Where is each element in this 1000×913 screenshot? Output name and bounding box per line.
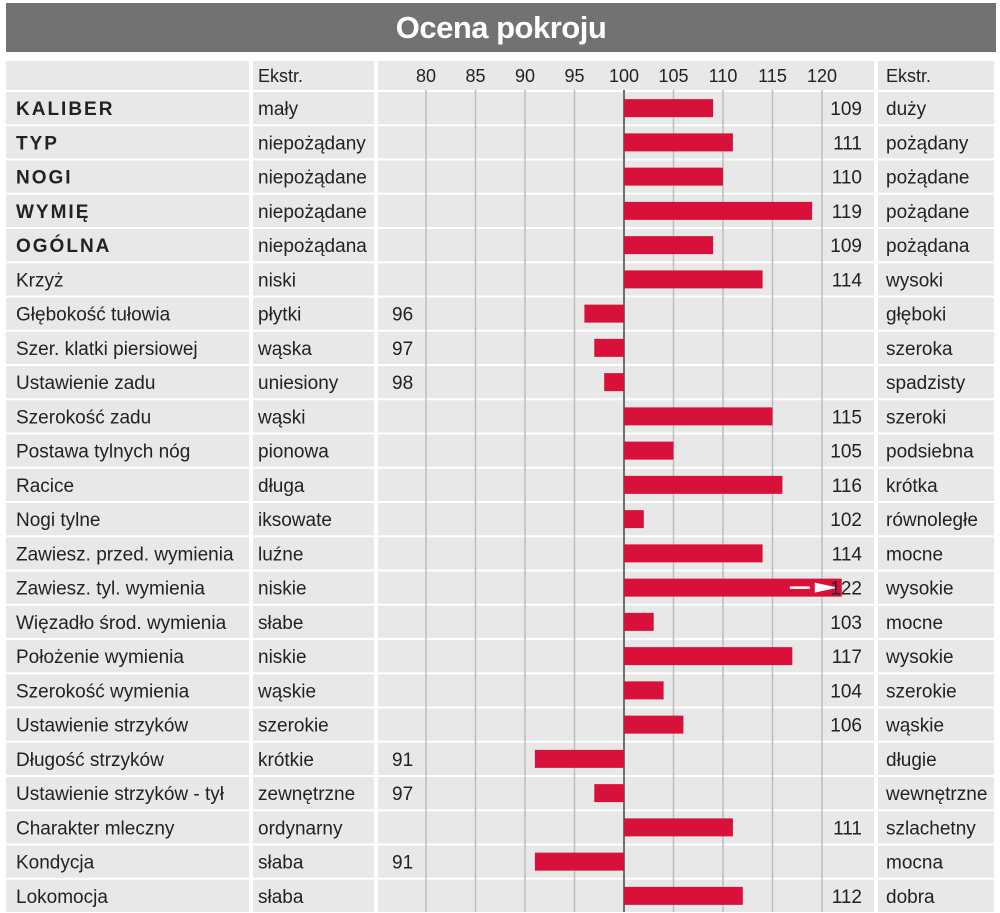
high-extreme-label: pożądane xyxy=(886,201,970,223)
trait-label: OGÓLNA xyxy=(16,236,112,258)
bar xyxy=(535,853,624,871)
trait-label: Zawiesz. tyl. wymienia xyxy=(16,578,205,600)
low-extreme-label: uniesiony xyxy=(258,373,339,395)
header-cell xyxy=(6,61,249,90)
low-extreme-label: pionowa xyxy=(258,441,329,463)
trait-label: Szer. klatki piersiowej xyxy=(16,338,198,360)
trait-label: Krzyż xyxy=(16,270,64,292)
row-cell xyxy=(378,743,874,775)
high-extreme-label: krótka xyxy=(886,475,938,497)
low-extreme-label: ordynarny xyxy=(258,818,343,840)
high-extreme-label: mocna xyxy=(886,852,944,874)
low-extreme-label: wąskie xyxy=(258,681,317,703)
value-label: 110 xyxy=(831,167,862,189)
low-extreme-label: niski xyxy=(258,270,297,292)
value-label: 119 xyxy=(831,201,862,223)
trait-label: Ustawienie strzyków xyxy=(16,715,189,737)
value-label: 96 xyxy=(392,304,414,326)
bar xyxy=(624,236,713,254)
header-left-extreme: Ekstr. xyxy=(258,66,304,86)
low-extreme-label: zewnętrzne xyxy=(258,784,356,806)
trait-label: Szerokość wymienia xyxy=(16,681,190,703)
high-extreme-label: pożądany xyxy=(886,133,969,155)
bar xyxy=(624,202,812,220)
value-label: 91 xyxy=(392,852,414,874)
high-extreme-label: wysoki xyxy=(886,270,944,292)
value-label: 109 xyxy=(830,236,862,258)
value-label: 112 xyxy=(831,886,862,908)
high-extreme-label: pożądane xyxy=(886,167,970,189)
high-extreme-label: dobra xyxy=(886,886,935,908)
bar xyxy=(624,510,644,528)
row-cell xyxy=(378,366,874,398)
low-extreme-label: niepożądane xyxy=(258,167,367,189)
value-label: 111 xyxy=(833,133,862,155)
trait-label: WYMIĘ xyxy=(16,201,91,223)
low-extreme-label: niepożądana xyxy=(258,236,367,258)
bar xyxy=(624,99,713,117)
low-extreme-label: wąski xyxy=(258,407,306,429)
high-extreme-label: mocne xyxy=(886,544,944,566)
trait-label: KALIBER xyxy=(16,99,115,121)
high-extreme-label: długie xyxy=(886,749,937,771)
value-label: 106 xyxy=(830,715,862,737)
trait-label: Lokomocja xyxy=(16,886,108,908)
bar xyxy=(624,442,674,460)
tick-label: 90 xyxy=(514,66,536,86)
value-label: 122 xyxy=(830,578,862,600)
bar xyxy=(624,613,654,631)
high-extreme-label: szeroka xyxy=(886,338,953,360)
low-extreme-label: niskie xyxy=(258,647,307,669)
low-extreme-label: słaba xyxy=(258,886,304,908)
bar xyxy=(624,647,792,665)
trait-label: NOGI xyxy=(16,167,73,189)
high-extreme-label: szerokie xyxy=(886,681,957,703)
high-extreme-label: wąskie xyxy=(886,715,945,737)
value-label: 103 xyxy=(830,612,862,634)
high-extreme-label: mocne xyxy=(886,612,944,634)
trait-label: Głębokość tułowia xyxy=(16,304,171,326)
bar xyxy=(624,168,723,186)
tick-label: 85 xyxy=(465,66,486,86)
value-label: 97 xyxy=(392,784,414,806)
low-extreme-label: szerokie xyxy=(258,715,329,737)
trait-label: Więzadło środ. wymienia xyxy=(16,612,227,634)
high-extreme-label: wysokie xyxy=(886,647,954,669)
high-extreme-label: głęboki xyxy=(886,304,947,326)
high-extreme-label: pożądana xyxy=(886,236,970,258)
low-extreme-label: krótkie xyxy=(258,749,314,771)
tick-label: 100 xyxy=(608,66,640,86)
value-label: 114 xyxy=(831,270,862,292)
value-label: 115 xyxy=(831,407,862,429)
value-label: 117 xyxy=(831,647,862,669)
bar xyxy=(624,716,683,734)
trait-label: Charakter mleczny xyxy=(16,818,175,840)
low-extreme-label: mały xyxy=(258,99,299,121)
value-label: 98 xyxy=(392,373,414,395)
low-extreme-label: iksowate xyxy=(258,510,332,532)
value-label: 97 xyxy=(392,338,414,360)
low-extreme-label: niepożądane xyxy=(258,201,367,223)
low-extreme-label: wąska xyxy=(258,338,312,360)
tick-label: 105 xyxy=(658,66,689,86)
bar xyxy=(624,818,733,836)
value-label: 114 xyxy=(831,544,862,566)
bar xyxy=(624,270,763,288)
trait-label: Nogi tylne xyxy=(16,510,101,532)
header-right-extreme: Ekstr. xyxy=(886,66,932,86)
bar xyxy=(624,476,782,494)
tick-label: 95 xyxy=(564,66,585,86)
trait-label: Długość strzyków xyxy=(16,749,164,771)
high-extreme-label: wysokie xyxy=(886,578,954,600)
low-extreme-label: luźne xyxy=(258,544,304,566)
row-cell xyxy=(378,298,874,330)
high-extreme-label: podsiebna xyxy=(886,441,974,463)
trait-label: Ustawienie zadu xyxy=(16,373,156,395)
low-extreme-label: długa xyxy=(258,475,305,497)
bar xyxy=(535,750,624,768)
low-extreme-label: niskie xyxy=(258,578,307,600)
trait-label: Postawa tylnych nóg xyxy=(16,441,191,463)
high-extreme-label: wewnętrzne xyxy=(886,784,988,806)
value-label: 111 xyxy=(833,818,862,840)
trait-label: TYP xyxy=(16,133,59,155)
tick-label: 120 xyxy=(806,66,838,86)
value-label: 102 xyxy=(830,510,862,532)
low-extreme-label: słaba xyxy=(258,852,304,874)
low-extreme-label: niepożądany xyxy=(258,133,366,155)
tick-label: 80 xyxy=(415,66,437,86)
row-cell xyxy=(378,777,874,809)
value-label: 91 xyxy=(392,749,414,771)
tick-label: 115 xyxy=(758,66,787,86)
bar xyxy=(624,544,763,562)
trait-label: Racice xyxy=(16,475,75,497)
value-label: 105 xyxy=(830,441,862,463)
trait-label: Położenie wymienia xyxy=(16,647,184,669)
chart-title: Ocena pokroju xyxy=(6,3,996,52)
value-label: 116 xyxy=(831,475,862,497)
trait-label: Ustawienie strzyków - tył xyxy=(16,784,224,806)
high-extreme-label: spadzisty xyxy=(886,373,966,395)
low-extreme-label: słabe xyxy=(258,612,304,634)
bar xyxy=(624,887,743,905)
bar xyxy=(604,373,624,391)
bar xyxy=(624,681,664,699)
trait-label: Kondycja xyxy=(16,852,95,874)
bar xyxy=(624,407,773,425)
bar xyxy=(594,339,624,357)
bar xyxy=(584,305,624,323)
bar xyxy=(594,784,624,802)
high-extreme-label: duży xyxy=(886,99,927,121)
value-label: 109 xyxy=(830,99,862,121)
row-cell xyxy=(378,332,874,364)
bar xyxy=(624,133,733,151)
high-extreme-label: szeroki xyxy=(886,407,947,429)
tick-label: 110 xyxy=(708,66,738,86)
low-extreme-label: płytki xyxy=(258,304,302,326)
high-extreme-label: szlachetny xyxy=(886,818,976,840)
high-extreme-label: równoległe xyxy=(886,510,978,532)
row-cell xyxy=(378,846,874,878)
trait-label: Szerokość zadu xyxy=(16,407,152,429)
value-label: 104 xyxy=(830,681,862,703)
trait-label: Zawiesz. przed. wymienia xyxy=(16,544,234,566)
